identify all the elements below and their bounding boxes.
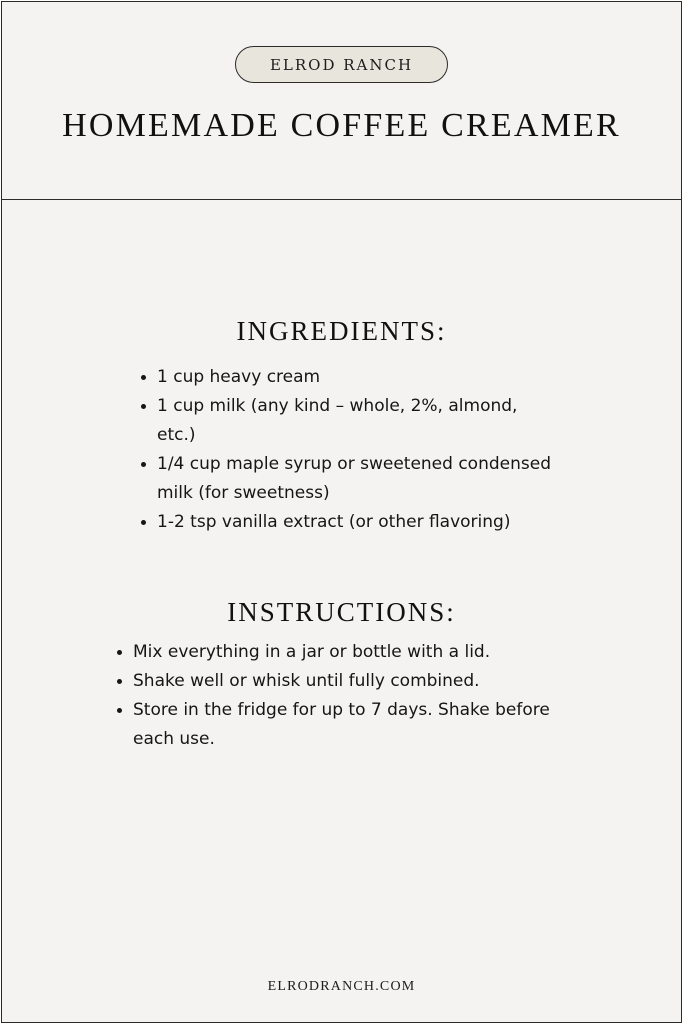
ingredients-list [139, 363, 559, 537]
card-header [2, 2, 681, 200]
brand-badge: ELROD RANCH [235, 46, 448, 83]
list-item: 1 cup milk (any kind – whole, 2%, almond, etc.) [139, 392, 559, 450]
list-item: 1 cup heavy cream [139, 363, 559, 392]
list-item: Shake well or whisk until fully combined. [115, 667, 555, 696]
list-item: 1-2 tsp vanilla extract (or other flavoring) [139, 508, 559, 537]
list-item: Store in the fridge for up to 7 days. Shake before each use. [115, 696, 555, 754]
recipe-card [1, 1, 682, 1023]
instructions-list [115, 638, 555, 754]
footer-website-link[interactable]: ELRODRANCH.COM [267, 979, 416, 994]
list-item: Mix everything in a jar or bottle with a lid. [115, 638, 555, 667]
page-title: HOMEMADE COFFEE CREAMER [62, 107, 621, 144]
list-item: 1/4 cup maple syrup or sweetened condensed milk (for sweetness) [139, 450, 559, 508]
instructions-heading: INSTRUCTIONS: [227, 597, 456, 627]
ingredients-heading: INGREDIENTS: [236, 316, 447, 346]
